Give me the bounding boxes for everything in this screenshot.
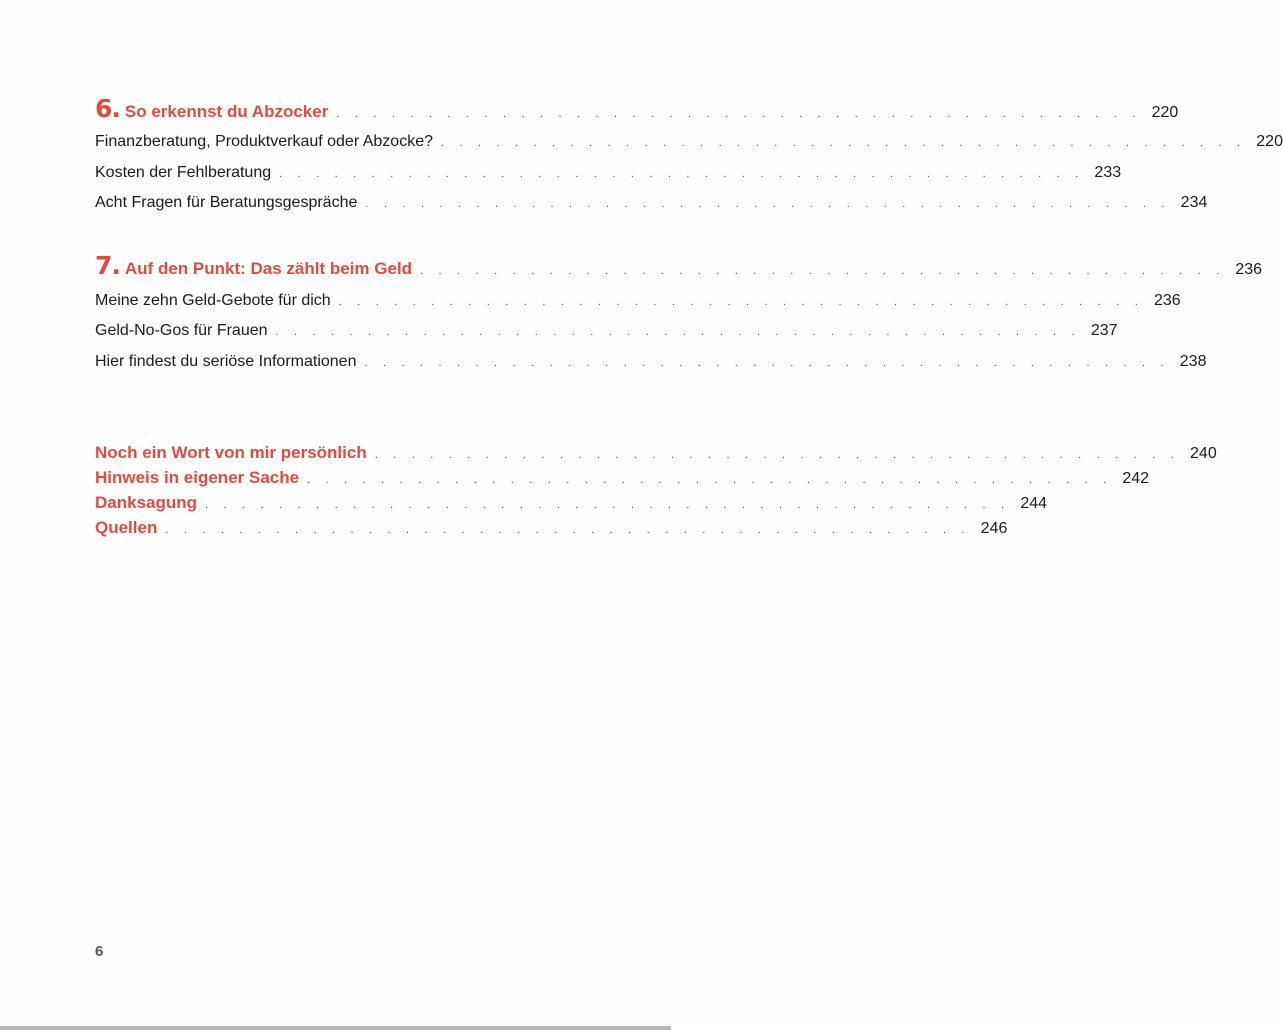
toc-section [95,322,1118,340]
page-number: 240 [1190,445,1217,462]
dot-leader: . . . . . . . . . . . . . . . . . . . . . . . . . . . . . . . . . . . . . . . . . . . . [275,326,1081,338]
section-title: Geld-No-Gos für Frauen [95,322,268,339]
section-title: Hier findest du seriöse Informationen [95,353,357,370]
toc-section [95,164,1122,182]
dot-leader: . . . . . . . . . . . . . . . . . . . . . . . . . . . . . . . . . . . . . . . . . . . . [279,168,1085,180]
toc-chapter-7 [95,251,1263,280]
section-title: Acht Fragen für Beratungsgespräche [95,194,358,211]
chapter-heading [95,94,328,123]
page-number: 237 [1090,322,1118,339]
toc-section [95,353,1207,371]
section-title: Meine zehn Geld-Gebote für dich [95,292,331,309]
toc-chapter-6 [95,94,1179,123]
page-number: 220 [1256,133,1283,150]
page-number: 244 [1020,495,1048,512]
page-number: 242 [1122,470,1150,487]
chapter-number: 6. [95,94,120,123]
dot-leader: . . . . . . . . . . . . . . . . . . . . . . . . . . . . . . . . . . . . . . . . . . . . [336,108,1142,120]
toc-section [95,194,1208,212]
dot-leader: . . . . . . . . . . . . . . . . . . . . . . . . . . . . . . . . . . . . . . . . . . . . [374,449,1181,461]
page-number: 234 [1180,194,1208,211]
dot-leader: . . . . . . . . . . . . . . . . . . . . . . . . . . . . . . . . . . . . . . . . . . . . [307,474,1113,486]
dot-leader: . . . . . . . . . . . . . . . . . . . . . . . . . . . . . . . . . . . . . . . . . . . . [420,265,1226,277]
section-title: Kosten der Fehlberatung [95,164,272,181]
chapter-heading [95,251,412,280]
page-number: 246 [980,520,1008,537]
toc-backmatter-item [95,518,1008,538]
backmatter-title: Noch ein Wort von mir persönlich [95,443,367,462]
toc-backmatter-item [95,443,1217,463]
page-number: 236 [1235,261,1263,278]
toc-section [95,292,1181,310]
page-number: 236 [1153,292,1181,309]
dot-leader: . . . . . . . . . . . . . . . . . . . . . . . . . . . . . . . . . . . . . . . . . . . . [440,137,1247,149]
backmatter-title: Hinweis in eigener Sache [95,468,300,487]
backmatter-title: Danksagung [95,493,198,512]
page-number: 220 [1151,104,1179,121]
page-number: 238 [1179,353,1207,370]
dot-leader: . . . . . . . . . . . . . . . . . . . . . . . . . . . . . . . . . . . . . . . . . . . . [165,524,971,536]
page-number: 233 [1094,164,1122,181]
toc-backmatter-item [95,468,1150,488]
dot-leader: . . . . . . . . . . . . . . . . . . . . . . . . . . . . . . . . . . . . . . . . . . . . [364,357,1170,369]
chapter-title: Auf den Punkt: Das zählt beim Geld [124,259,413,278]
backmatter-title: Quellen [95,518,158,537]
toc-section [95,133,1283,151]
section-title: Finanzberatung, Produktverkauf oder Abzocke? [95,133,433,150]
page-folio: 6 [95,943,104,960]
chapter-title: So erkennst du Abzocker [124,102,329,121]
dot-leader: . . . . . . . . . . . . . . . . . . . . . . . . . . . . . . . . . . . . . . . . . . . . [205,499,1011,511]
toc-backmatter-item [95,493,1048,513]
bottom-divider [0,1026,671,1030]
dot-leader: . . . . . . . . . . . . . . . . . . . . . . . . . . . . . . . . . . . . . . . . . . . . [338,296,1144,308]
dot-leader: . . . . . . . . . . . . . . . . . . . . . . . . . . . . . . . . . . . . . . . . . . . . [365,198,1171,210]
chapter-number: 7. [95,251,120,280]
